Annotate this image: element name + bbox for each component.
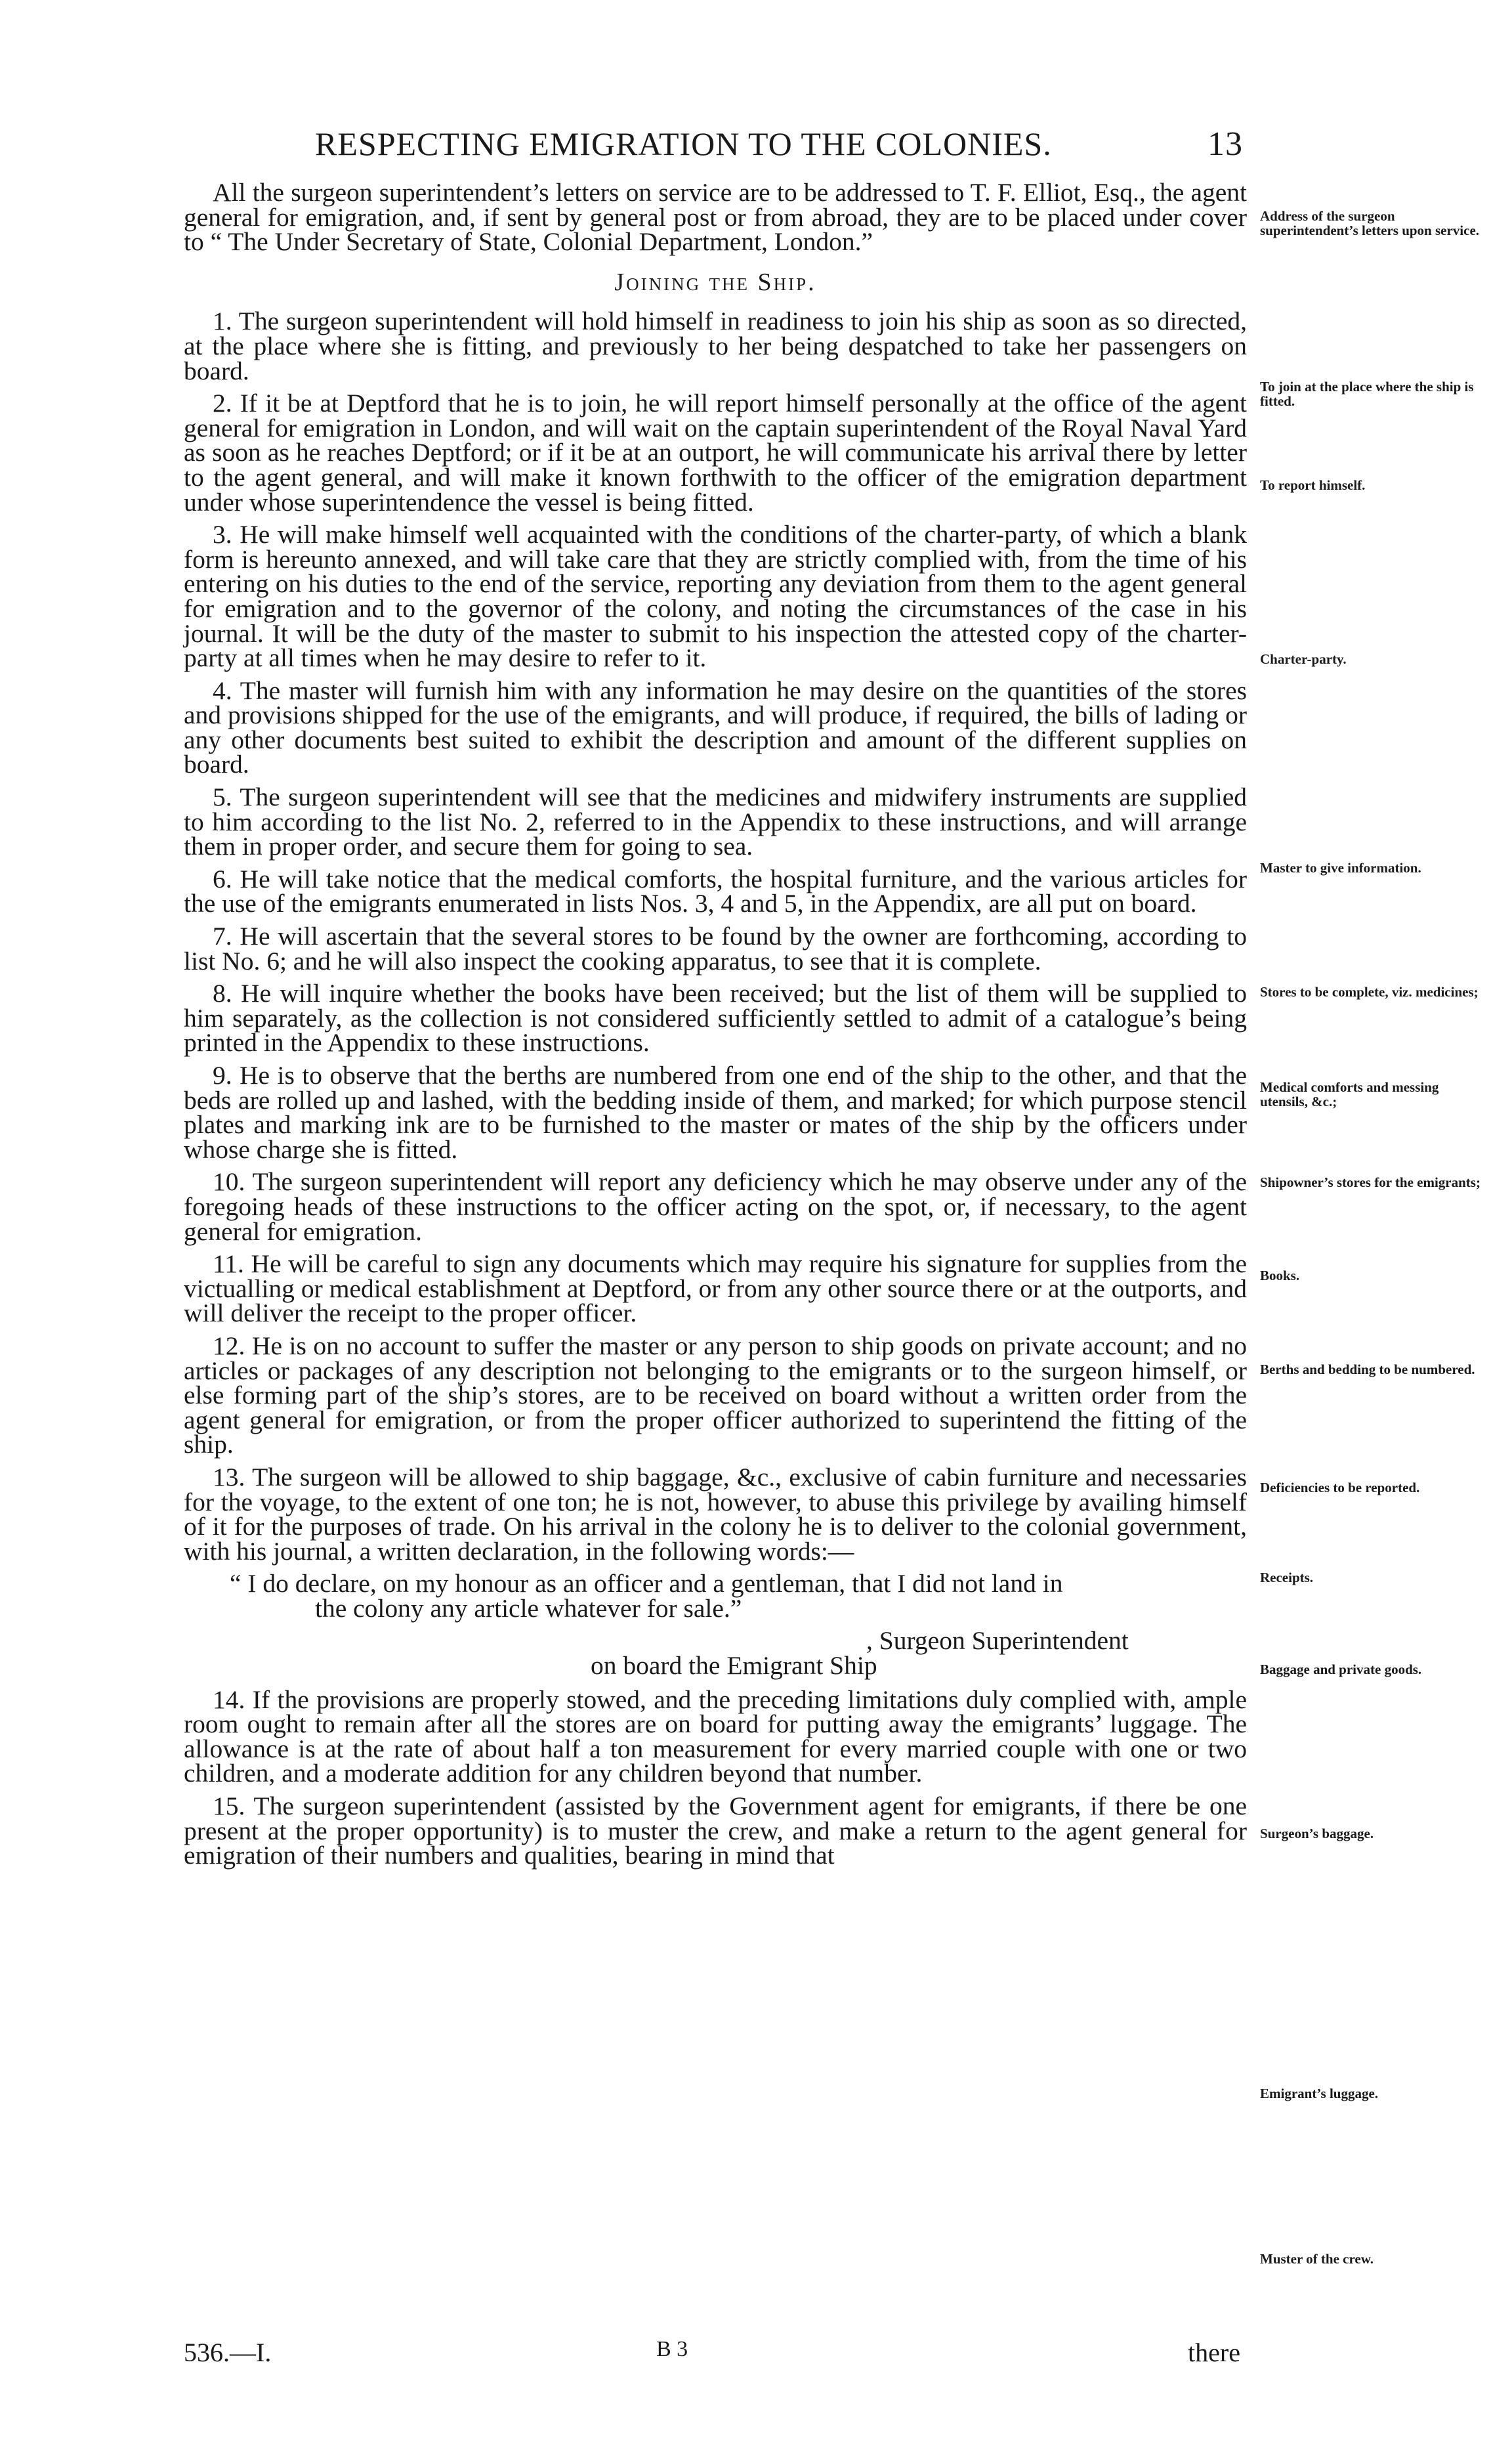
main-text — [184, 178, 1247, 1876]
paragraph-9: 9. He is to observe that the berths are numbered from one end of the ship to the other, and that the beds are rolled up and lashed, with the bedding inside of them, and marked; for which purpose stencil plates and marking ink are to be furnished to the master or mates of the ship by the officers under whose charge she is fitted. — [184, 1061, 1247, 1164]
margin-note-surgeon-baggage: Surgeon’s baggage. — [1260, 1826, 1374, 1841]
paragraph-12: 12. He is on no account to suffer the master or any person to ship goods on private account; and no articles or packages of any description not belonging to the emigrants or to the surgeon himself, or else forming part of the ship’s stores, are to be received on board without a written order from the agent general for emigration, or from the proper officer authorized to superintend the fitting of the ship. — [184, 1331, 1247, 1459]
declaration-quote — [184, 1569, 1247, 1623]
margin-note-join: To join at the place where the ship is fitted. — [1260, 379, 1474, 409]
section-heading: Joining the Ship. — [614, 268, 816, 296]
paragraph-3: 3. He will make himself well acquainted with the conditions of the charter-party, of which a blank form is hereunto annexed, and will take care that they are strictly complied with, from the time of his entering on his duties to the end of the service, reporting any deviation from them to the agent general for emigration and to the governor of the colony, and noting the circumstances of the case in his journal. It will be the duty of the master to submit to his inspection the attested copy of the charter-party at all times when he may desire to refer to it. — [184, 520, 1247, 673]
paragraph-2: 2. If it be at Deptford that he is to join, he will report himself personally at the office of the agent general for emigration in London, and will wait on the captain superintendent of the Royal Naval Yard as soon as he reaches Deptford; or if it be at an outport, he will communicate his arrival there by letter to the agent general, and will make it known forthwith to the officer of the emigration department under whose superintendence the vessel is being fitted. — [184, 389, 1247, 517]
paragraph-1: 1. The surgeon superintendent will hold himself in readiness to join his ship as soon as so directed, at the place where she is fitting, and previously to her being despatched to take her passengers on board. — [184, 307, 1247, 385]
page-number: 13 — [1208, 125, 1243, 163]
margin-note-berths: Berths and bedding to be numbered. — [1260, 1361, 1475, 1377]
margin-note-deficiencies: Deficiencies to be reported. — [1260, 1480, 1420, 1495]
catchword: there — [1188, 2338, 1240, 2367]
paragraph-13: 13. The surgeon will be allowed to ship baggage, &c., exclusive of cabin furniture and necessaries for the voyage, to the extent of one ton; he is not, however, to abuse this privilege by availing himself of it for the purposes of trade. On his arrival in the colony he is to deliver to the colonial government, with his journal, a written declaration, in the following words:— — [184, 1462, 1247, 1566]
paragraph-4: 4. The master will furnish him with any information he may desire on the quantities of the stores and provisions shipped for the use of the emigrants, and will produce, if required, the bills of lading or any other documents best suited to exhibit the description and amount of the different supplies on board. — [184, 675, 1247, 779]
signature-mark: B 3 — [656, 2337, 688, 2361]
declaration-line-2: the colony any article whatever for sale.” — [315, 1593, 742, 1623]
margin-note-luggage: Emigrant’s luggage. — [1260, 2086, 1379, 2101]
margin-note-receipts: Receipts. — [1260, 1570, 1314, 1585]
margin-note-charter-party: Charter-party. — [1260, 651, 1347, 667]
page-footer — [184, 2337, 1247, 2370]
paragraph-11: 11. He will be careful to sign any documents which may require his signature for supplies from the victualling or medical establishment at Deptford, or from any other source there or at the outports, and will deliver the receipt to the proper officer. — [184, 1249, 1247, 1328]
paragraph-15: 15. The surgeon superintendent (assisted by the Government agent for emigrants, if there be one present at the proper opportunity) is to muster the crew, and make a return to the agent general for emigration of their numbers and qualities, bearing in mind that — [184, 1791, 1247, 1870]
paragraph-7: 7. He will ascertain that the several stores to be found by the owner are forthcoming, according to list No. 6; and he will also inspect the cooking apparatus, to see that it is complete. — [184, 922, 1247, 975]
margin-note-muster: Muster of the crew. — [1260, 2251, 1374, 2267]
margin-note-shipowner-stores: Shipowner’s stores for the emigrants; — [1260, 1174, 1480, 1190]
margin-note-books: Books. — [1260, 1268, 1300, 1283]
margin-note-baggage: Baggage and private goods. — [1260, 1661, 1422, 1677]
paragraph-8: 8. He will inquire whether the books have been received; but the list of them will be supplied to him separately, as the collection is not considered sufficiently settled to admit of a catalogue’s being printed in the Appendix to these instructions. — [184, 979, 1247, 1058]
margin-note-medical-comforts: Medical comforts and messing utensils, &c.; — [1260, 1079, 1439, 1109]
margin-note-stores: Stores to be complete, viz. medicines; — [1260, 984, 1479, 1000]
paragraph-5: 5. The surgeon superintendent will see that the medicines and midwifery instruments are supplied to him according to the list No. 2, referred to in the Appendix to these instructions, and will arrange them in proper order, and secure them for going to sea. — [184, 783, 1247, 861]
signature-ship-line: on board the Emigrant Ship — [591, 1651, 877, 1681]
margin-note-report: To report himself. — [1260, 477, 1366, 493]
sheet-mark: 536.—I. — [184, 2338, 272, 2367]
declaration-line-1: “ I do declare, on my honour as an officer and a gentleman, that I did not land in — [230, 1569, 1063, 1598]
paragraph-6: 6. He will take notice that the medical comforts, the hospital furniture, and the various articles for the use of the emigrants enumerated in lists Nos. 3, 4 and 5, in the Appendix, are all put on board. — [184, 864, 1247, 918]
margin-note-master-info: Master to give information. — [1260, 860, 1421, 876]
margin-note-address: Address of the surgeon superintendent’s letters upon service. — [1260, 208, 1480, 238]
running-title: RESPECTING EMIGRATION TO THE COLONIES. — [315, 125, 1052, 162]
signature-line: , Surgeon Superintendent — [866, 1626, 1129, 1656]
paragraph-10: 10. The surgeon superintendent will report any deficiency which he may observe under any of the foregoing heads of these instructions to the officer acting on the spot, or, if necessary, to the agent general for emigration. — [184, 1167, 1247, 1246]
intro-paragraph: All the surgeon superintendent’s letters on service are to be addressed to T. F. Elliot, Esq., the agent general for emigration, and, if sent by general post or from abroad, they are to be placed under cover to “ The Under Secretary of State, Colonial Department, London.” — [184, 178, 1247, 257]
paragraph-14: 14. If the provisions are properly stowed, and the preceding limitations duly complied with, ample room ought to remain after all the stores are on board for putting away the emigrants’ luggage. The allowance is at the rate of about half a ton measurement for every married couple with one or two children, and a moderate addition for any children beyond that number. — [184, 1684, 1247, 1788]
